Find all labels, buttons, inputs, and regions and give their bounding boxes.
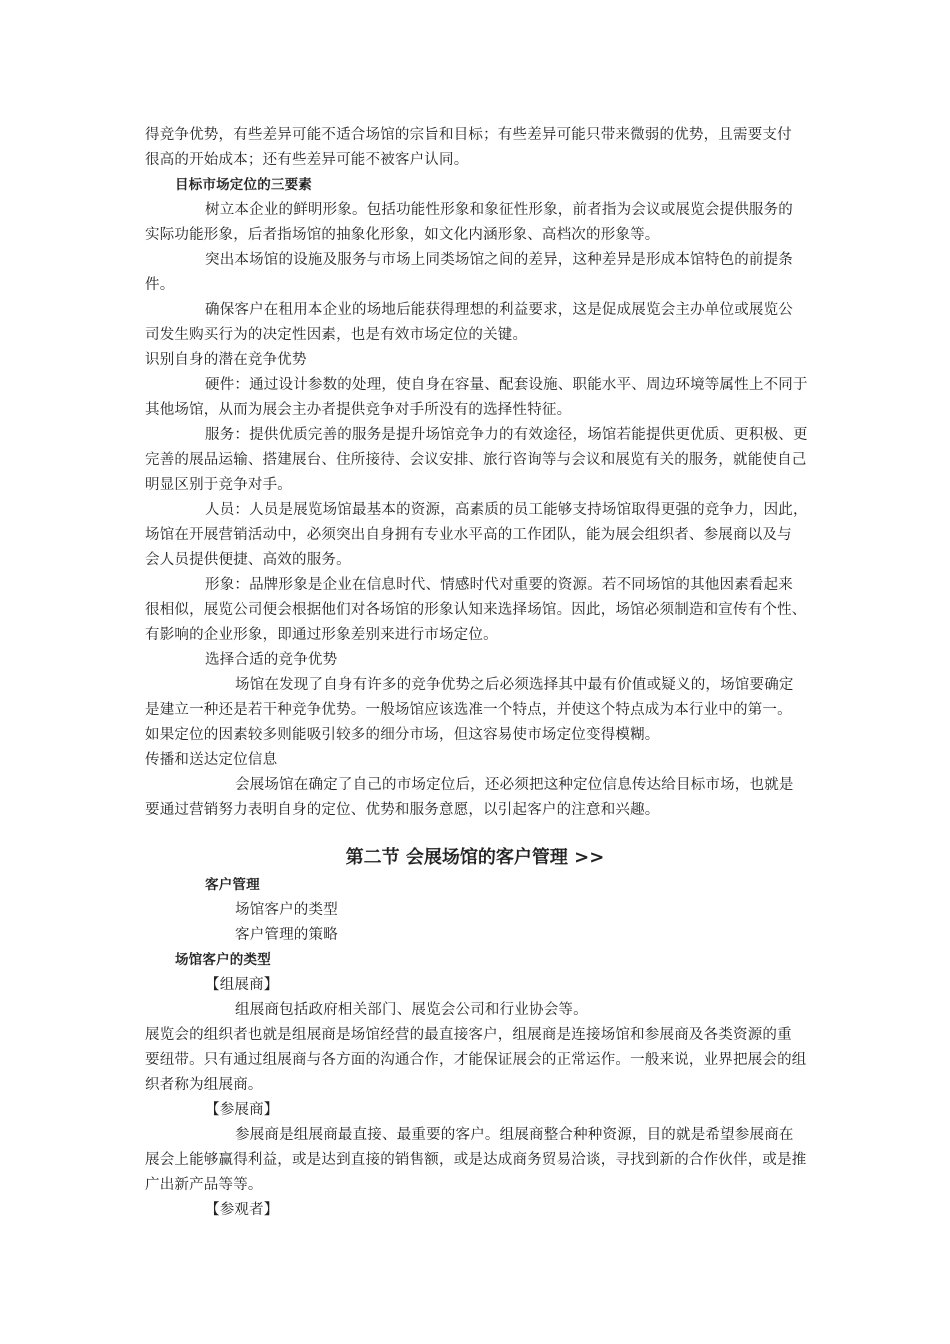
subheading: 客户管理 <box>205 877 260 893</box>
bracket-label: 【组展商】 <box>205 977 279 993</box>
paragraph-line: 展览会的组织者也就是组展商是场馆经营的最直接客户，组展商是连接场馆和参展商及各类资源的重 <box>145 1027 792 1043</box>
paragraph-line: 展会上能够赢得利益，或是达到直接的销售额，或是达成商务贸易洽谈，寻找到新的合作伙伴，或是推 <box>145 1152 807 1168</box>
paragraph-line: 服务：提供优质完善的服务是提升场馆竞争力的有效途径，场馆若能提供更优质、更积极、更 <box>205 427 808 443</box>
outline-item: 客户管理的策略 <box>235 927 338 943</box>
paragraph-line: 得竞争优势，有些差异可能不适合场馆的宗旨和目标；有些差异可能只带来微弱的优势，且需要支付 <box>145 127 792 143</box>
paragraph-line: 场馆在开展营销活动中，必须突出自身拥有专业水平高的工作团队，能为展会组织者、参展商以及与 <box>145 527 792 543</box>
section-heading: 第二节 会展场馆的客户管理 >> <box>345 847 605 868</box>
paragraph-line: 会展场馆在确定了自己的市场定位后，还必须把这种定位信息传达给目标市场，也就是 <box>235 777 794 793</box>
paragraph-line: 确保客户在租用本企业的场地后能获得理想的利益要求，这是促成展览会主办单位或展览公 <box>205 302 793 318</box>
paragraph-line: 硬件：通过设计参数的处理，使自身在容量、配套设施、职能水平、周边环境等属性上不同于 <box>205 377 808 393</box>
paragraph-line: 形象：品牌形象是企业在信息时代、情感时代对重要的资源。若不同场馆的其他因素看起来 <box>205 577 793 593</box>
subheading: 场馆客户的类型 <box>175 952 271 968</box>
section-label: 传播和送达定位信息 <box>145 752 278 768</box>
bracket-label: 【参观者】 <box>205 1202 279 1218</box>
paragraph-line: 要纽带。只有通过组展商与各方面的沟通合作，才能保证展会的正常运作。一般来说，业界把展会的组 <box>145 1052 807 1068</box>
paragraph-line: 是建立一种还是若干种竞争优势。一般场馆应该选准一个特点，并使这个特点成为本行业中的第一。 <box>145 702 792 718</box>
paragraph-line: 树立本企业的鲜明形象。包括功能性形象和象征性形象，前者指为会议或展览会提供服务的 <box>205 202 793 218</box>
paragraph-line: 参展商是组展商最直接、最重要的客户。组展商整合种种资源，目的就是希望参展商在 <box>235 1127 794 1143</box>
bracket-label: 【参展商】 <box>205 1102 279 1118</box>
paragraph-line: 如果定位的因素较多则能吸引较多的细分市场，但这容易使市场定位变得模糊。 <box>145 727 660 743</box>
paragraph-line: 要通过营销努力表明自身的定位、优势和服务意愿，以引起客户的注意和兴趣。 <box>145 802 660 818</box>
paragraph-line: 其他场馆，从而为展会主办者提供竞争对手所没有的选择性特征。 <box>145 402 572 418</box>
paragraph-line: 组展商包括政府相关部门、展览会公司和行业协会等。 <box>235 1002 588 1018</box>
paragraph-line: 场馆在发现了自身有许多的竞争优势之后必须选择其中最有价值或疑义的，场馆要确定 <box>235 677 794 693</box>
outline-item: 场馆客户的类型 <box>235 902 338 918</box>
paragraph-line: 件。 <box>145 277 175 293</box>
paragraph-line: 完善的展品运输、搭建展台、住所接待、会议安排、旅行咨询等与会议和展览有关的服务，就能使自己 <box>145 452 807 468</box>
paragraph-line: 很相似，展览公司便会根据他们对各场馆的形象认知来选择场馆。因此，场馆必须制造和宣传有个性、 <box>145 602 807 618</box>
paragraph-line: 很高的开始成本；还有些差异可能不被客户认同。 <box>145 152 469 168</box>
paragraph-line: 广出新产品等等。 <box>145 1177 263 1193</box>
paragraph-line: 有影响的企业形象，即通过形象差别来进行市场定位。 <box>145 627 498 643</box>
subheading: 目标市场定位的三要素 <box>175 177 312 193</box>
paragraph-line: 明显区别于竞争对手。 <box>145 477 292 493</box>
section-label: 识别自身的潜在竞争优势 <box>145 352 307 368</box>
paragraph-line: 会人员提供便捷、高效的服务。 <box>145 552 351 568</box>
paragraph-line: 司发生购买行为的决定性因素，也是有效市场定位的关键。 <box>145 327 528 343</box>
paragraph-line: 突出本场馆的设施及服务与市场上同类场馆之间的差异，这种差异是形成本馆特色的前提条 <box>205 252 793 268</box>
paragraph-line: 实际功能形象，后者指场馆的抽象化形象，如文化内涵形象、高档次的形象等。 <box>145 227 660 243</box>
paragraph-line: 织者称为组展商。 <box>145 1077 263 1093</box>
paragraph-line: 人员：人员是展览场馆最基本的资源，高素质的员工能够支持场馆取得更强的竞争力，因此， <box>205 502 808 518</box>
section-label: 选择合适的竞争优势 <box>205 652 338 668</box>
